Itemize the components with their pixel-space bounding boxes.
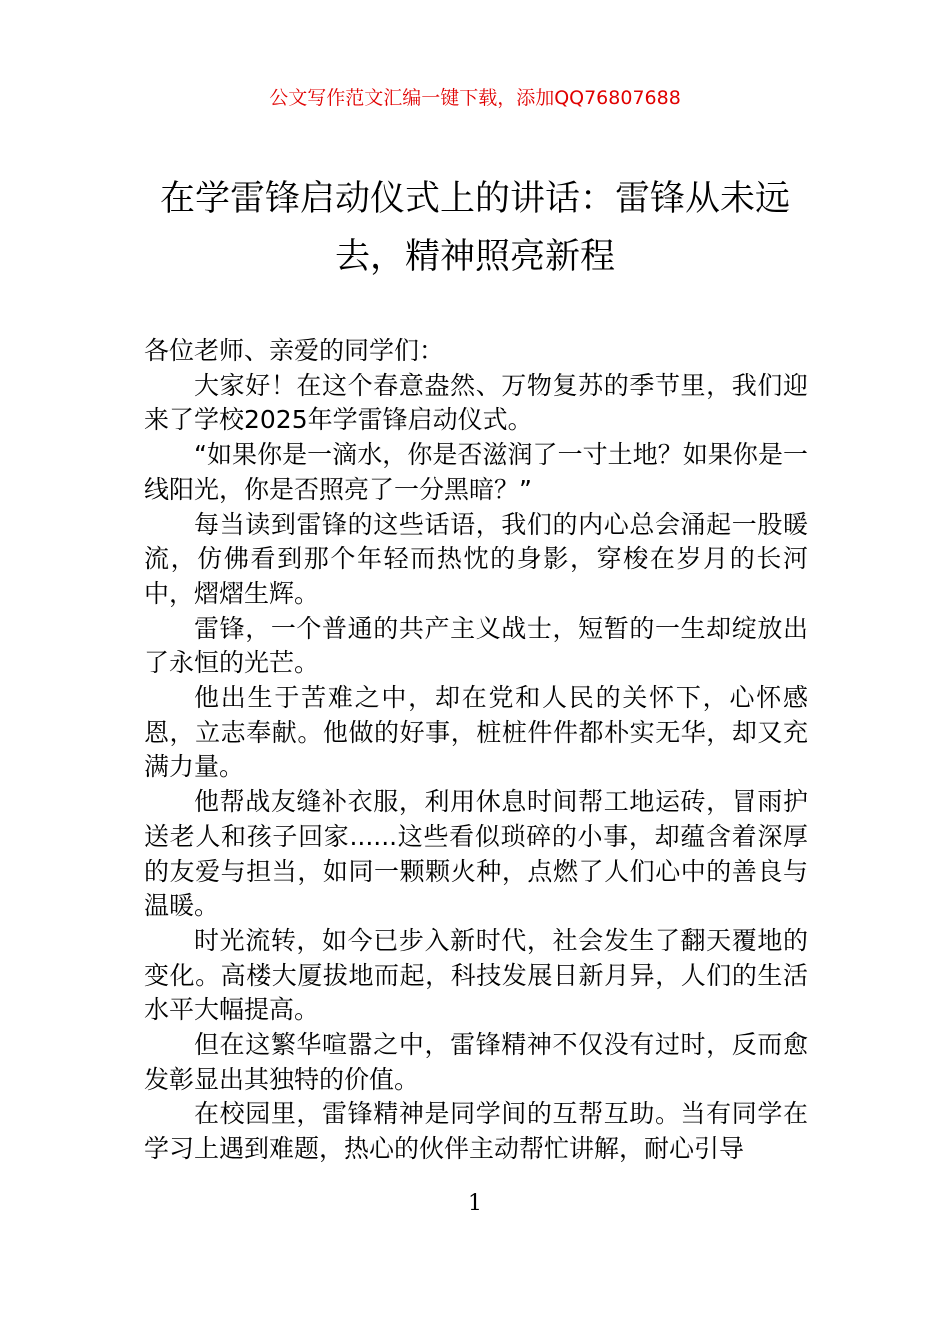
paragraph-6: 他帮战友缝补衣服，利用休息时间帮工地运砖，冒雨护送老人和孩子回家......这些看似琐碎的小事，却蕴含着深厚的友爱与担当，如同一颗颗火种，点燃了人们心中的善良与温暖。 (144, 787, 808, 921)
paragraph-9: 在校园里，雷锋精神是同学间的互帮互助。当有同学在学习上遇到难题，热心的伙伴主动帮忙讲解，耐心引导 (144, 1099, 808, 1164)
header-download-note: 公文写作范文汇编一键下载，添加QQ76807688 (269, 87, 681, 109)
paragraph-1: 大家好！在这个春意盎然、万物复苏的季节里，我们迎来了学校2025年学雷锋启动仪式。 (144, 370, 808, 435)
document-title: 在学雷锋启动仪式上的讲话：雷锋从未远去，精神照亮新程 (159, 179, 790, 277)
page-number: 1 (468, 1191, 482, 1216)
paragraph-2: “如果你是一滴水，你是否滋润了一寸土地？如果你是一线阳光，你是否照亮了一分黑暗？” (144, 440, 808, 504)
paragraph-7: 时光流转，如今已步入新时代，社会发生了翻天覆地的变化。高楼大厦拔地而起，科技发展日新月异，人们的生活水平大幅提高。 (144, 925, 808, 1025)
paragraph-8: 但在这繁华喧嚣之中，雷锋精神不仅没有过时，反而愈发彰显出其独特的价值。 (144, 1030, 808, 1094)
document-body (144, 334, 808, 1167)
paragraph-4: 雷锋，一个普通的共产主义战士，短暂的一生却绽放出了永恒的光芒。 (144, 613, 808, 678)
paragraph-5: 他出生于苦难之中，却在党和人民的关怀下，心怀感恩，立志奉献。他做的好事，桩桩件件都朴实无华，却又充满力量。 (144, 683, 808, 782)
salutation: 各位老师、亲爱的同学们： (144, 336, 445, 365)
paragraph-3: 每当读到雷锋的这些话语，我们的内心总会涌起一股暖流，仿佛看到那个年轻而热忱的身影，穿梭在岁月的长河中，熠熠生辉。 (144, 509, 808, 608)
